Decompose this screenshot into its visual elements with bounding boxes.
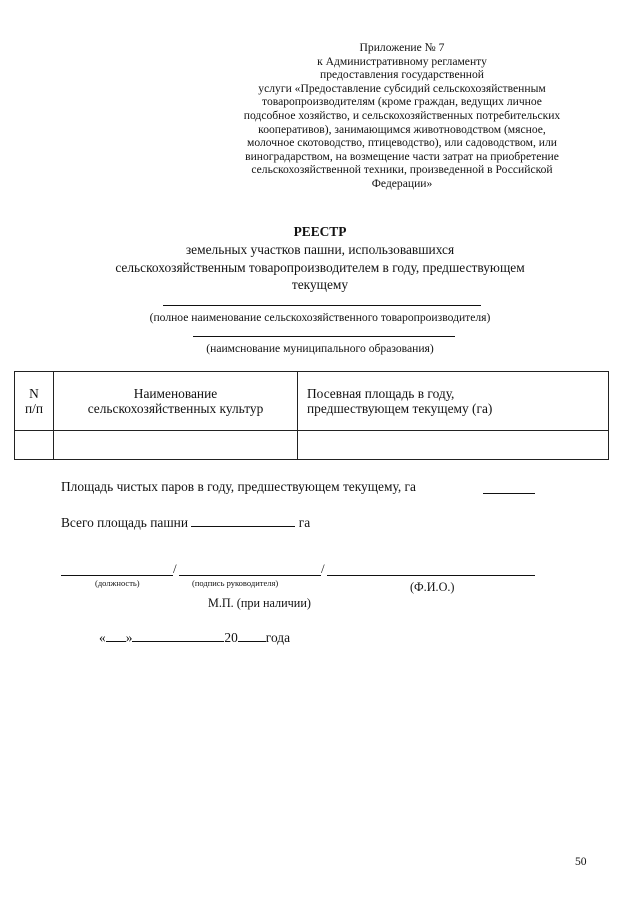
position-line[interactable]	[61, 575, 173, 576]
fallow-area-line[interactable]	[483, 493, 535, 494]
page-number: 50	[575, 855, 587, 868]
date-open-quote: «	[99, 630, 106, 645]
signature-caption: (подпись руководителя)	[192, 578, 279, 588]
annex-line: Федерации»	[371, 176, 433, 190]
total-area-label: Всего площадь пашни	[61, 515, 189, 530]
date-day-line[interactable]	[106, 628, 126, 642]
annex-line: виноградарством, на возмещение части затрат на приобретение	[245, 149, 559, 163]
document-subtitle-line: текущему	[291, 277, 349, 292]
annex-header	[212, 41, 592, 191]
annex-line: к Административному регламенту	[317, 54, 487, 68]
fio-caption: (Ф.И.О.)	[410, 580, 455, 594]
date-year-suffix: года	[265, 630, 291, 645]
annex-line: Приложение № 7	[359, 41, 445, 54]
annex-line: предоставления государственной	[320, 68, 484, 82]
municipality-name-caption: (наимснование муниципального образования)	[206, 342, 434, 355]
date-year-prefix: 20	[224, 630, 238, 645]
table-header-row	[15, 372, 609, 431]
position-caption: (должность)	[95, 578, 140, 588]
document-title: РЕЕСТР	[293, 224, 347, 239]
date-close-quote: »	[125, 630, 133, 645]
annex-line: кооперативов), занимающимся животноводством (мясное,	[258, 122, 546, 136]
municipality-name-line[interactable]	[193, 336, 455, 337]
producer-name-caption: (полное наименование сельскохозяйственного товаропроизводителя)	[149, 311, 491, 324]
column-header-crops: Наименование сельскохозяйственных культур	[54, 372, 298, 431]
table-cell[interactable]	[54, 431, 298, 460]
document-subtitle-line: земельных участков пашни, использовавшихся	[185, 242, 455, 257]
document-subtitle-line: сельскохозяйственным товаропроизводителем в году, предшествующем	[115, 260, 525, 275]
separator-slash: /	[173, 561, 177, 576]
registry-table	[14, 371, 609, 460]
table-cell[interactable]	[298, 431, 609, 460]
annex-line: молочное скотоводство, птицеводство), или садоводством, или	[247, 136, 557, 150]
annex-line: услуги «Предоставление субсидий сельскохозяйственным	[258, 81, 546, 95]
total-area-line[interactable]	[191, 513, 295, 527]
annex-line: товаропроизводителям (кроме граждан, ведущих личное	[262, 95, 542, 109]
stamp-caption: М.П. (при наличии)	[208, 596, 311, 610]
annex-line: подсобное хозяйство, и сельскохозяйственных потребительских	[243, 108, 561, 122]
signature-line[interactable]	[179, 575, 321, 576]
annex-line: сельскохозяйственной техники, произведенной в Российской	[251, 163, 553, 177]
date-year-line[interactable]	[238, 628, 266, 642]
table-cell[interactable]	[15, 431, 54, 460]
separator-slash: /	[321, 561, 325, 576]
column-header-area: Посевная площадь в году, предшествующем текущему (га)	[298, 372, 609, 431]
column-header-number: N п/п	[15, 372, 54, 431]
producer-name-line[interactable]	[163, 305, 481, 306]
date-row	[99, 628, 290, 646]
fallow-area-label: Площадь чистых паров в году, предшествующем текущему, га	[61, 479, 416, 494]
date-month-line[interactable]	[132, 628, 224, 642]
table-row	[15, 431, 609, 460]
fio-line[interactable]	[327, 575, 535, 576]
total-area-row	[61, 513, 310, 531]
total-area-unit: га	[298, 515, 311, 530]
